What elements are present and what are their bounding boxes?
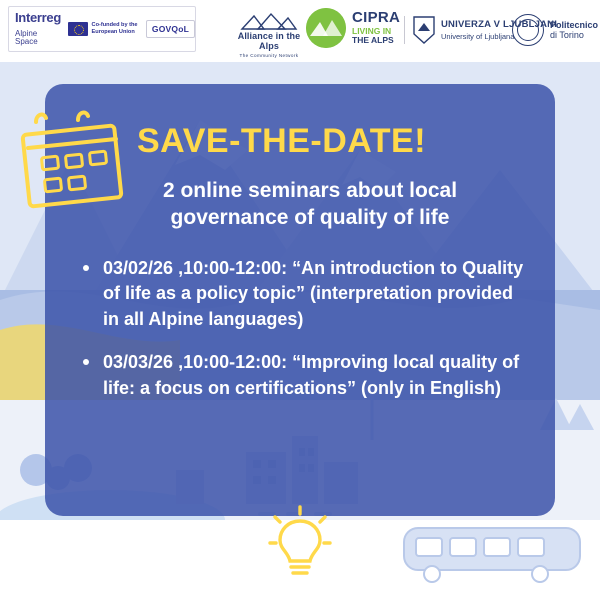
mountain-icon [240,12,298,30]
logo-interreg [8,6,196,52]
eu-flag-icon [68,22,88,36]
interreg-programme: Alpine Space [15,28,38,47]
alliance-tagline: The Community Network [239,53,299,58]
cipra-name: CIPRA [352,9,401,27]
cipra-line1: LIVING IN [352,25,392,36]
logo-cipra [306,8,400,48]
calendar-icon [16,108,136,218]
logo-politecnico-torino [512,14,598,46]
list-item: 03/02/26 ,10:00-12:00: “An introduction to Quality of life as a policy topic” (interpretation provided in all Alpine languages) [81,256,525,333]
interreg-wordmark: Interreg [15,10,62,26]
polito-line2: di Torino [550,30,584,40]
page-title: SAVE-THE-DATE! [137,122,427,160]
cipra-circle-icon [306,8,346,48]
lightbulb-icon [268,505,332,581]
cipra-line2: THE ALPS [352,35,394,46]
polito-line1: Politecnico [550,20,599,30]
logo-bar [0,0,600,62]
subheading: 2 online seminars about local governance of quality of life [162,179,458,230]
ul-line2: University of Ljubljana [441,32,515,41]
crest-icon [413,16,435,44]
list-item: 03/03/26 ,10:00-12:00: “Improving local quality of life: a focus on certifications” (only in English) [81,350,525,401]
eu-funding-text: Co-funded by the European Union [91,22,138,35]
alliance-name: Alliance in the Alps [237,31,301,51]
seal-icon [512,14,544,46]
event-list [81,256,525,402]
govqol-tag: GOVQoL [146,20,195,38]
ul-line1: UNIVERZA V LJUBLJANI [441,19,558,30]
logo-alliance-in-the-alps [228,12,310,58]
